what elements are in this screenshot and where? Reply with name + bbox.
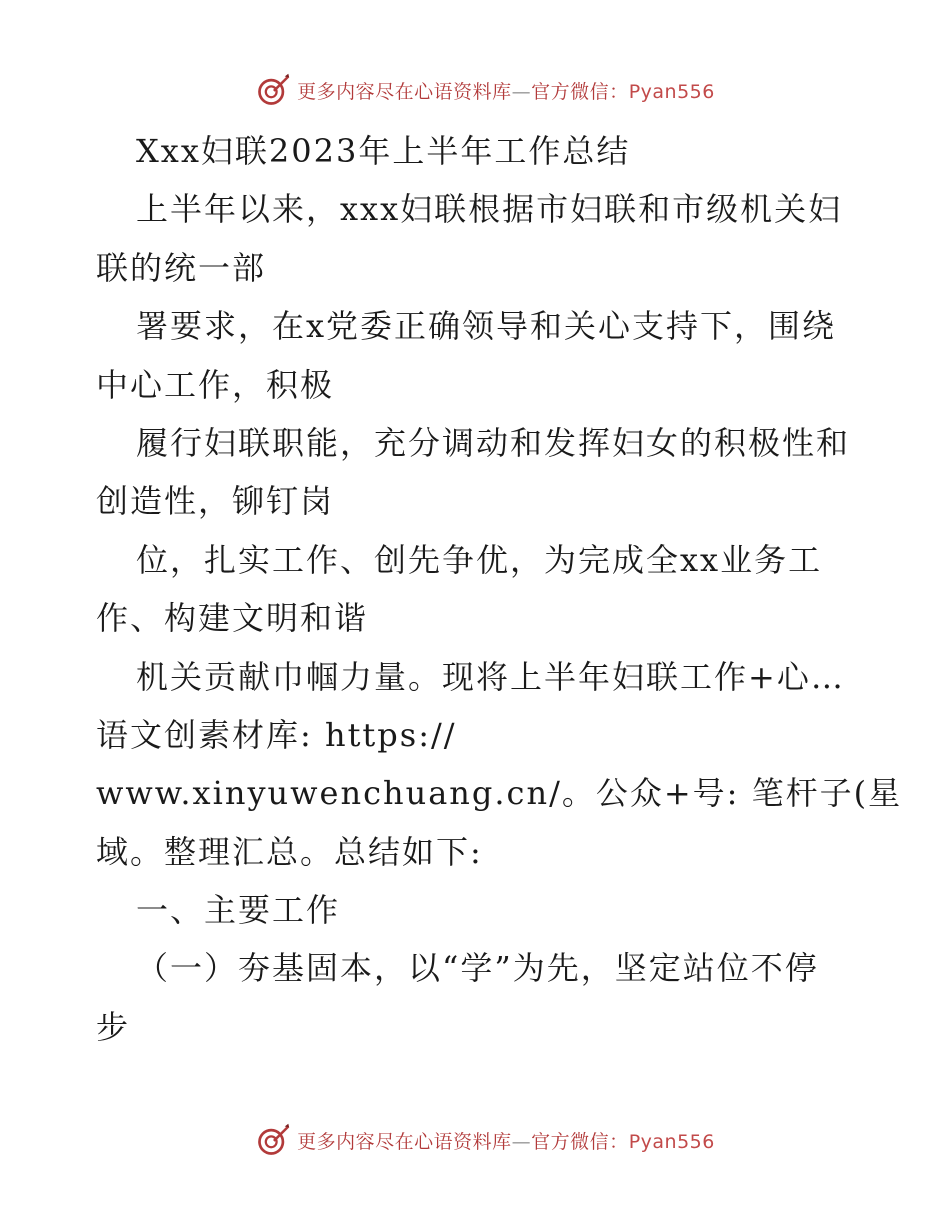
quill-swirl-icon xyxy=(255,72,291,108)
watermark-label: 官方微信： xyxy=(531,80,629,103)
paragraph-line: 作、构建文明和谐 xyxy=(96,599,369,638)
document-body xyxy=(96,122,903,1056)
watermark-contact: Pyan556 xyxy=(628,80,715,103)
paragraph-line: 步 xyxy=(96,1007,131,1046)
paragraph-line: 上半年以来，xxx妇联根据市妇联和市级机关妇 xyxy=(136,190,843,229)
document-title: Xxx妇联2023年上半年工作总结 xyxy=(136,132,631,170)
watermark-label: 官方微信： xyxy=(531,1130,629,1153)
watermark-separator: — xyxy=(511,1130,532,1153)
paragraph-line: 域。整理汇总。总结如下: xyxy=(96,832,483,871)
watermark-brand: 更多内容尽在心语资料库 xyxy=(297,1130,512,1153)
subsection-heading: （一）夯基固本，以“学”为先，坚定站位不停 xyxy=(136,949,819,988)
paragraph-line: 履行妇联职能，充分调动和发挥妇女的积极性和 xyxy=(136,423,851,462)
watermark-separator: — xyxy=(511,80,532,103)
watermark-header xyxy=(0,70,950,110)
paragraph-line: 创造性，铆钉岗 xyxy=(96,482,335,521)
paragraph-line: 联的统一部 xyxy=(96,248,267,287)
paragraph-line: www.xinyuwenchuang.cn/。公众+号: 笔杆子(星 xyxy=(96,774,903,813)
watermark-header-text xyxy=(297,77,715,104)
watermark-footer-text xyxy=(297,1127,715,1154)
paragraph-line: 机关贡献巾帼力量。现将上半年妇联工作+心… xyxy=(136,657,845,696)
paragraph-line: 署要求，在x党委正确领导和关心支持下，围绕 xyxy=(136,307,837,346)
watermark-header-inner xyxy=(255,72,715,108)
section-heading: 一、主要工作 xyxy=(136,891,341,930)
paragraph-line: 位，扎实工作、创先争优，为完成全xx业务工 xyxy=(136,540,823,579)
watermark-footer-inner xyxy=(255,1122,715,1158)
paragraph-line: 语文创素材库: https:// xyxy=(96,715,457,754)
paragraph-line: 中心工作，积极 xyxy=(96,365,335,404)
quill-swirl-icon xyxy=(255,1122,291,1158)
watermark-brand: 更多内容尽在心语资料库 xyxy=(297,80,512,103)
watermark-footer xyxy=(0,1120,950,1160)
watermark-contact: Pyan556 xyxy=(628,1130,715,1153)
